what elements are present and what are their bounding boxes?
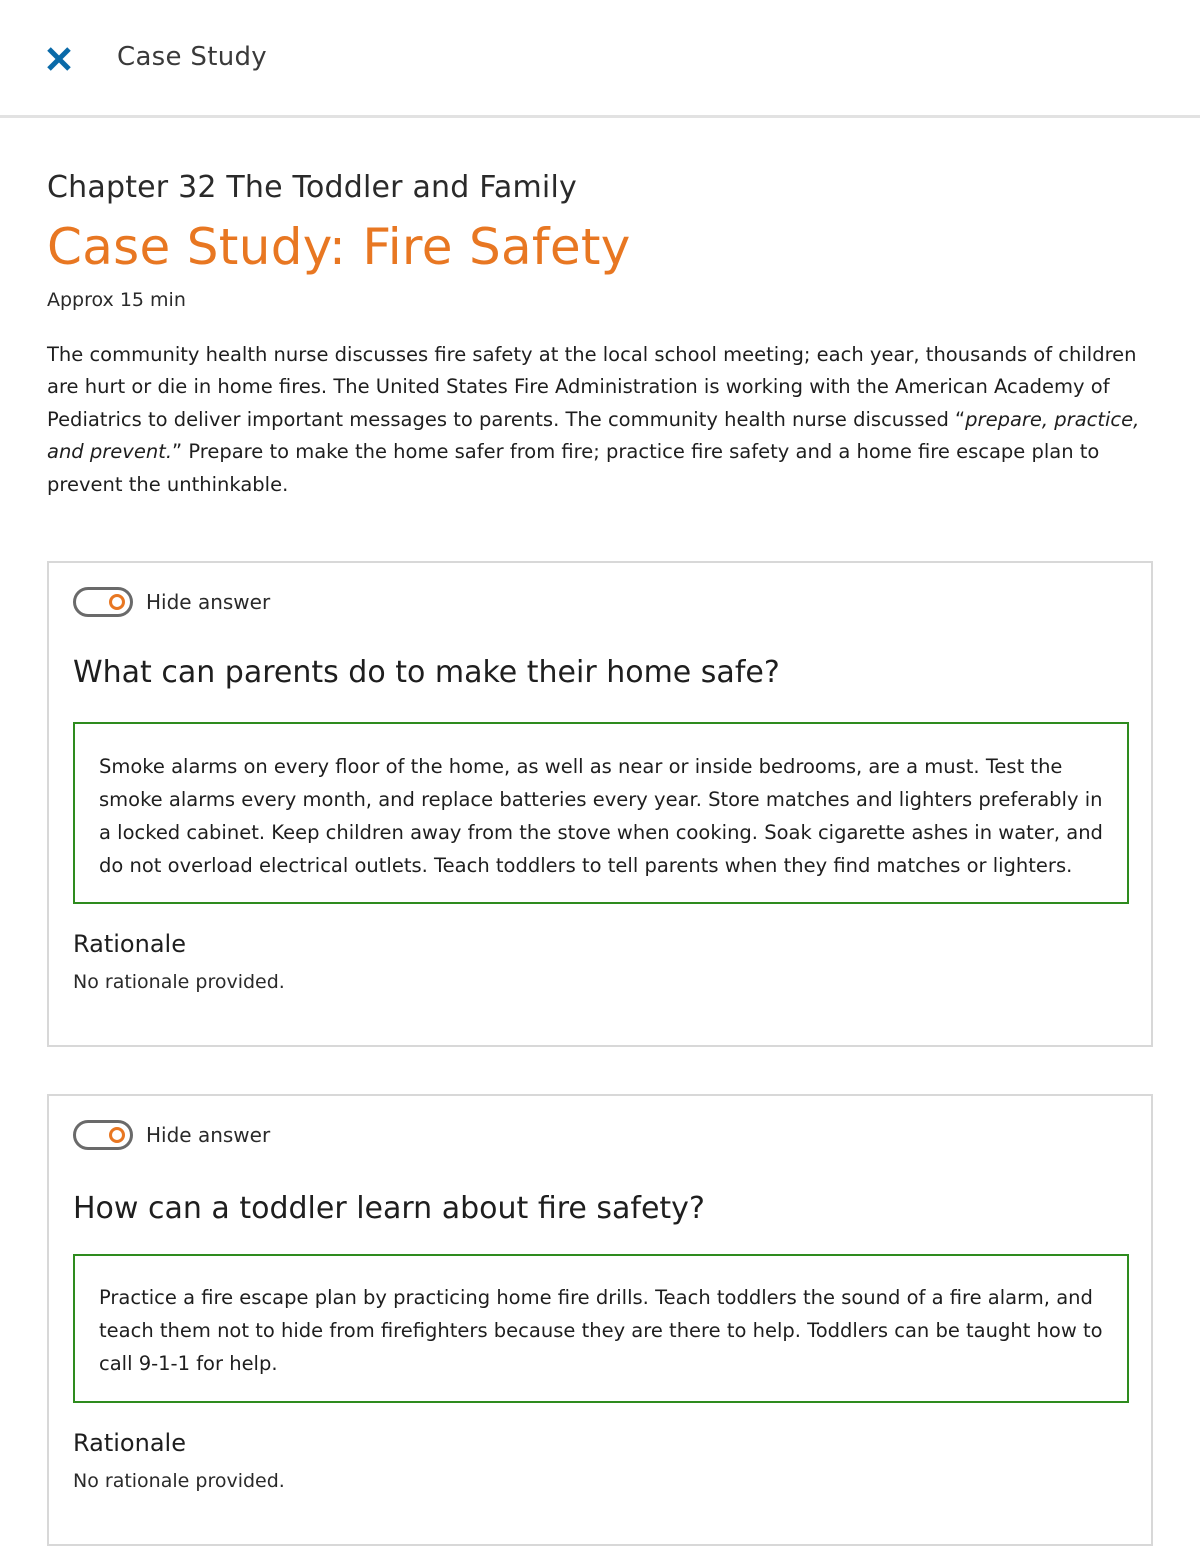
toggle-switch-icon[interactable] (73, 587, 133, 617)
toggle-knob (109, 1127, 125, 1143)
page-title: Case Study: Fire Safety (47, 218, 631, 276)
duration-label: Approx 15 min (47, 288, 186, 311)
top-bar (0, 0, 1200, 118)
toggle-switch-icon[interactable] (73, 1120, 133, 1150)
toggle-label: Hide answer (146, 1123, 271, 1147)
toggle-knob (109, 594, 125, 610)
case-intro (47, 339, 1147, 502)
intro-text-end: ” Prepare to make the home safer from fire; practice fire safety and a home fire escape plan to prevent the unthinkable. (47, 440, 1100, 496)
answer-box: Smoke alarms on every floor of the home, as well as near or inside bedrooms, are a must. Test the smoke alarms every month, and replace batteries every year. Store matches and lighters preferably in a locked cabinet. Keep children away from the stove when cooking. Soak cigarette ashes in water, and do not overload electrical outlets. Teach toddlers to tell parents when they find matches or lighters. (73, 722, 1129, 904)
close-x-icon (46, 46, 72, 72)
hide-answer-toggle[interactable] (73, 1120, 270, 1150)
question-card (47, 1094, 1153, 1546)
question-text: How can a toddler learn about fire safety? (73, 1191, 705, 1226)
answer-box: Practice a fire escape plan by practicing home fire drills. Teach toddlers the sound of a fire alarm, and teach them not to hide from firefighters because they are there to help. Toddlers can be taught how to call 9-1-1 for help. (73, 1254, 1129, 1403)
rationale-text: No rationale provided. (73, 1470, 285, 1492)
hide-answer-toggle[interactable] (73, 587, 270, 617)
intro-emphasis: prepare, practice, and prevent. (47, 407, 1140, 463)
toggle-label: Hide answer (146, 590, 271, 614)
chapter-heading: Chapter 32 The Toddler and Family (47, 170, 577, 205)
question-text: What can parents do to make their home safe? (73, 655, 780, 690)
rationale-heading: Rationale (73, 1429, 186, 1457)
intro-text: The community health nurse discusses fire safety at the local school meeting; each year, thousands of children are hurt or die in home fires. The United States Fire Administration is working with the American Academy of Pediatrics to deliver important messages to parents. The community health nurse discussed “ (47, 342, 1137, 431)
case-study-content (47, 170, 1153, 501)
rationale-heading: Rationale (73, 930, 186, 958)
top-bar-title: Case Study (117, 42, 267, 72)
rationale-text: No rationale provided. (73, 971, 285, 993)
question-card (47, 561, 1153, 1047)
close-button[interactable] (40, 40, 78, 78)
